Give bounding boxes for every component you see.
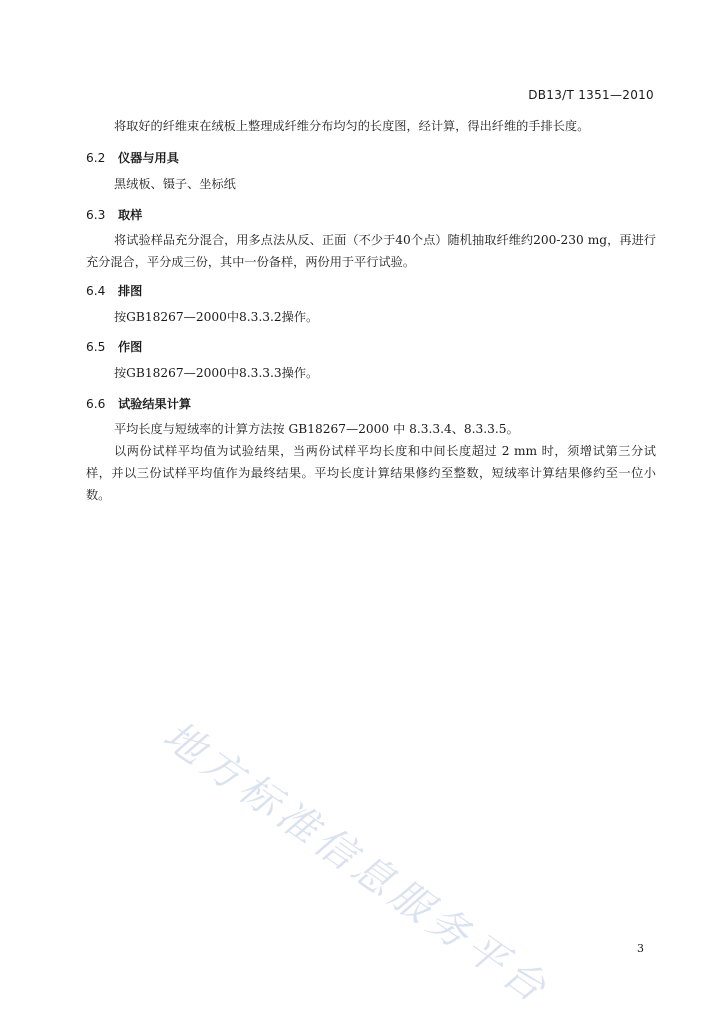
section-number: 6.3 [86, 208, 106, 222]
section-number: 6.4 [86, 284, 106, 298]
section-number: 6.2 [86, 151, 106, 165]
section-number: 6.5 [86, 340, 106, 354]
section-paragraph: 以两份试样平均值为试验结果，当两份试样平均长度和中间长度超过 2 mm 时，须增试第三分试样，并以三份试样平均值作为最终结果。平均长度计算结果修约至整数，短绒率计算结果修约至一位小数。 [86, 444, 656, 502]
section-heading-6-3 [86, 206, 142, 223]
section-heading-6-4 [86, 282, 142, 299]
section-title: 作图 [118, 340, 143, 354]
section-paragraph: 将试验样品充分混合，用多点法从反、正面（不少于40个点）随机抽取纤维约200-230 mg，再进行充分混合，平分成三份，其中一份备样，两份用于平行试验。 [86, 233, 656, 269]
page-number: 3 [637, 942, 644, 955]
intro-paragraph: 将取好的纤维束在绒板上整理成纤维分布均匀的长度图，经计算，得出纤维的手排长度。 [114, 119, 590, 133]
section-title: 仪器与用具 [118, 151, 179, 165]
standard-code: DB13/T 1351—2010 [528, 88, 654, 102]
section-paragraph: 按GB18267—2000中8.3.3.3操作。 [114, 366, 319, 380]
section-paragraph: 黑绒板、镊子、坐标纸 [114, 177, 236, 191]
watermark: 地方标准信息服务平台 [154, 712, 558, 1015]
section-paragraph: 平均长度与短绒率的计算方法按 GB18267—2000 中 8.3.3.4、8.3.3.5。 [114, 422, 519, 436]
section-title: 试验结果计算 [118, 397, 192, 411]
section-heading-6-6 [86, 395, 191, 412]
section-heading-6-2 [86, 149, 179, 166]
section-paragraph: 按GB18267—2000中8.3.3.2操作。 [114, 310, 319, 324]
section-number: 6.6 [86, 397, 106, 411]
section-heading-6-5 [86, 338, 142, 355]
section-title: 取样 [118, 208, 143, 222]
section-title: 排图 [118, 284, 143, 298]
